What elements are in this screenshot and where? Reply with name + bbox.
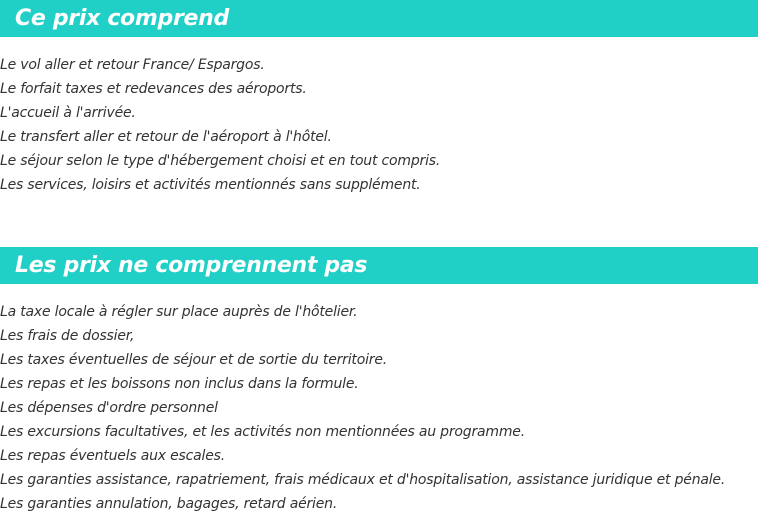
section-header-not-included (0, 247, 758, 284)
section-header-included (0, 0, 758, 37)
list-item: Le vol aller et retour France/ Espargos. (0, 57, 265, 73)
list-item: Les repas et les boissons non inclus dans la formule. (0, 376, 359, 392)
list-item: La taxe locale à régler sur place auprès de l'hôtelier. (0, 304, 358, 320)
list-item: Les excursions facultatives, et les activités non mentionnées au programme. (0, 424, 525, 440)
included-list (0, 53, 758, 197)
list-item: Les services, loisirs et activités mentionnés sans supplément. (0, 177, 421, 193)
list-item: Les garanties annulation, bagages, retard aérien. (0, 496, 338, 512)
list-item: Les taxes éventuelles de séjour et de sortie du territoire. (0, 352, 387, 368)
list-item: Les dépenses d'ordre personnel (0, 400, 218, 416)
list-item: Le séjour selon le type d'hébergement choisi et en tout compris. (0, 153, 441, 169)
not-included-list (0, 300, 758, 516)
section-title-included: Ce prix comprend (15, 6, 229, 31)
section-title-not-included: Les prix ne comprennent pas (15, 253, 368, 278)
list-item: L'accueil à l'arrivée. (0, 105, 136, 121)
list-item: Le forfait taxes et redevances des aéroports. (0, 81, 307, 97)
list-item: Les frais de dossier, (0, 328, 135, 344)
list-item: Le transfert aller et retour de l'aéroport à l'hôtel. (0, 129, 332, 145)
list-item: Les repas éventuels aux escales. (0, 448, 225, 464)
list-item: Les garanties assistance, rapatriement, frais médicaux et d'hospitalisation, assistance juridique et pénale. (0, 472, 726, 488)
